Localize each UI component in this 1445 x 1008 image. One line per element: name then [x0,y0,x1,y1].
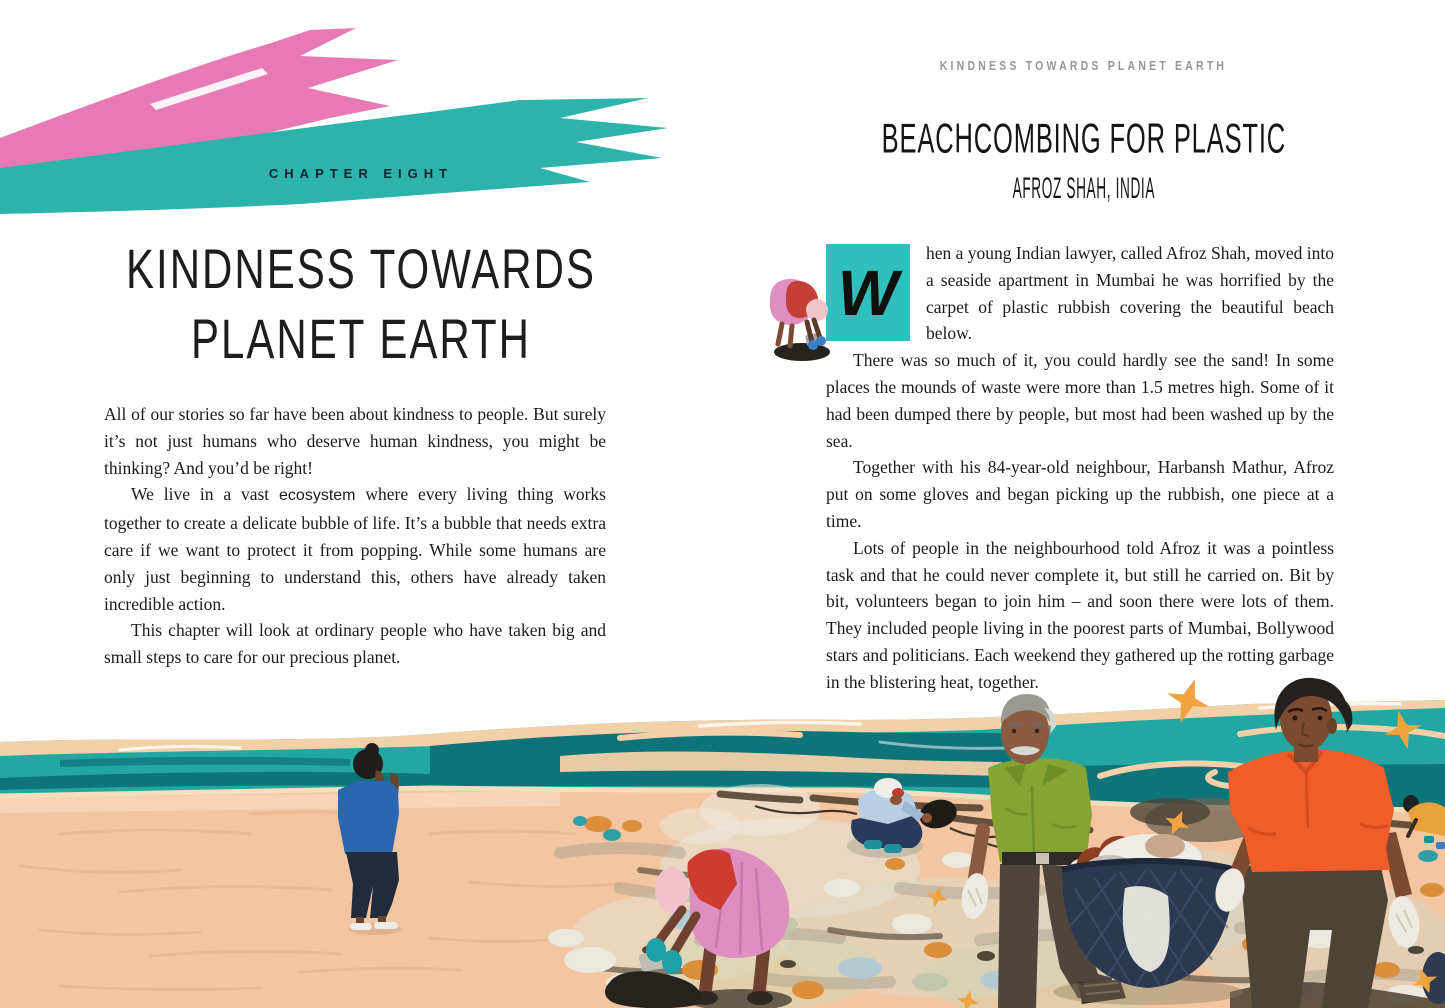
chapter-title [0,234,722,374]
dropcap-figure-bending-girl [762,274,842,362]
chapter-title-line2: PLANET EARTH [191,307,531,370]
story-subtitle-wrap [722,171,1445,205]
chapter-intro-text [104,401,606,671]
story-text [826,240,1334,696]
standing-shoe-1 [350,923,372,930]
youngman-ear [1327,718,1337,734]
story-paragraph-1 [826,240,1334,347]
mini-glove-2 [808,340,818,350]
chapter-title-line1: KINDNESS TOWARDS [126,237,596,300]
brush-strokes-art [0,0,722,240]
mini-leg-1 [778,324,782,344]
story-subtitle: AFROZ SHAH, INDIA [1012,171,1155,205]
story-paragraph-3: Together with his 84-year-old neighbour, Harbansh Mathur, Afroz put on some gloves and began picking up the rubbish, one piece at a time. [826,457,1334,531]
woman-glove-2 [662,950,682,974]
glossary-term-ecosystem: ecosystem [279,487,356,505]
story-title-wrap [722,116,1445,163]
croucher-hand [922,813,932,823]
mini-headscarf [806,299,828,321]
oldman-arm-1 [975,830,983,878]
story-title: BEACHCOMBING FOR PLASTIC [881,116,1286,163]
standing-shirt [338,781,399,854]
paragraph1-rest: hen a young Indian lawyer, called Afroz Shah, moved into a seaside apartment in Mumbai he was horrified by the carpet of plastic rubbish covering the beautiful beach below. [926,243,1335,344]
beach-cleanup-illustration [0,638,1445,1008]
paragraph2-pre: We live in a vast [131,484,280,505]
oldman-leg-1 [998,864,1040,1008]
oldman-shirt [988,758,1092,862]
dropcap-letter: W [837,256,899,329]
intro-paragraph-2 [104,481,606,617]
mini-leg-2 [790,326,792,346]
intro-paragraph-3: This chapter will look at ordinary people who have taken big and small steps to care for our precious planet. [104,620,606,668]
story-paragraph-4: Lots of people in the neighbourhood told Afroz it was a pointless task and that he could never complete it, but still he carried on. Bit by bit, volunteers began to join him – and soon there were lots of them. They included people living in the poorest parts of Mumbai, Bollywood stars and politicians. Each weekend they gathered up the rotting garbage in the blistering heat, together. [826,537,1334,692]
belt-buckle [1036,853,1049,864]
croucher-shoe-2 [884,844,902,853]
paragraph2-post: where every living thing works together to create a delicate bubble of life. It’s a bubble that needs extra care if we want to protect it from popping. While some humans are only just beginning to understand this, others have already taken incredible action. [104,484,606,614]
story-paragraph-2: There was so much of it, you could hardly see the sand! In some places the mounds of waste were more than 1.5 metres high. Some of it had been dumped there by people, but most had been washed up by the sea. [826,350,1334,451]
croucher-shoe-1 [864,840,882,849]
intro-paragraph-1: All of our stories so far have been about kindness to people. But surely it’s not just humans who deserve human kindness, you might be thinking? And you’d be right! [104,404,606,478]
running-header: KINDNESS TOWARDS PLANET EARTH [939,59,1228,74]
standing-shoe-2 [374,922,398,929]
chapter-label: CHAPTER EIGHT [268,166,454,181]
